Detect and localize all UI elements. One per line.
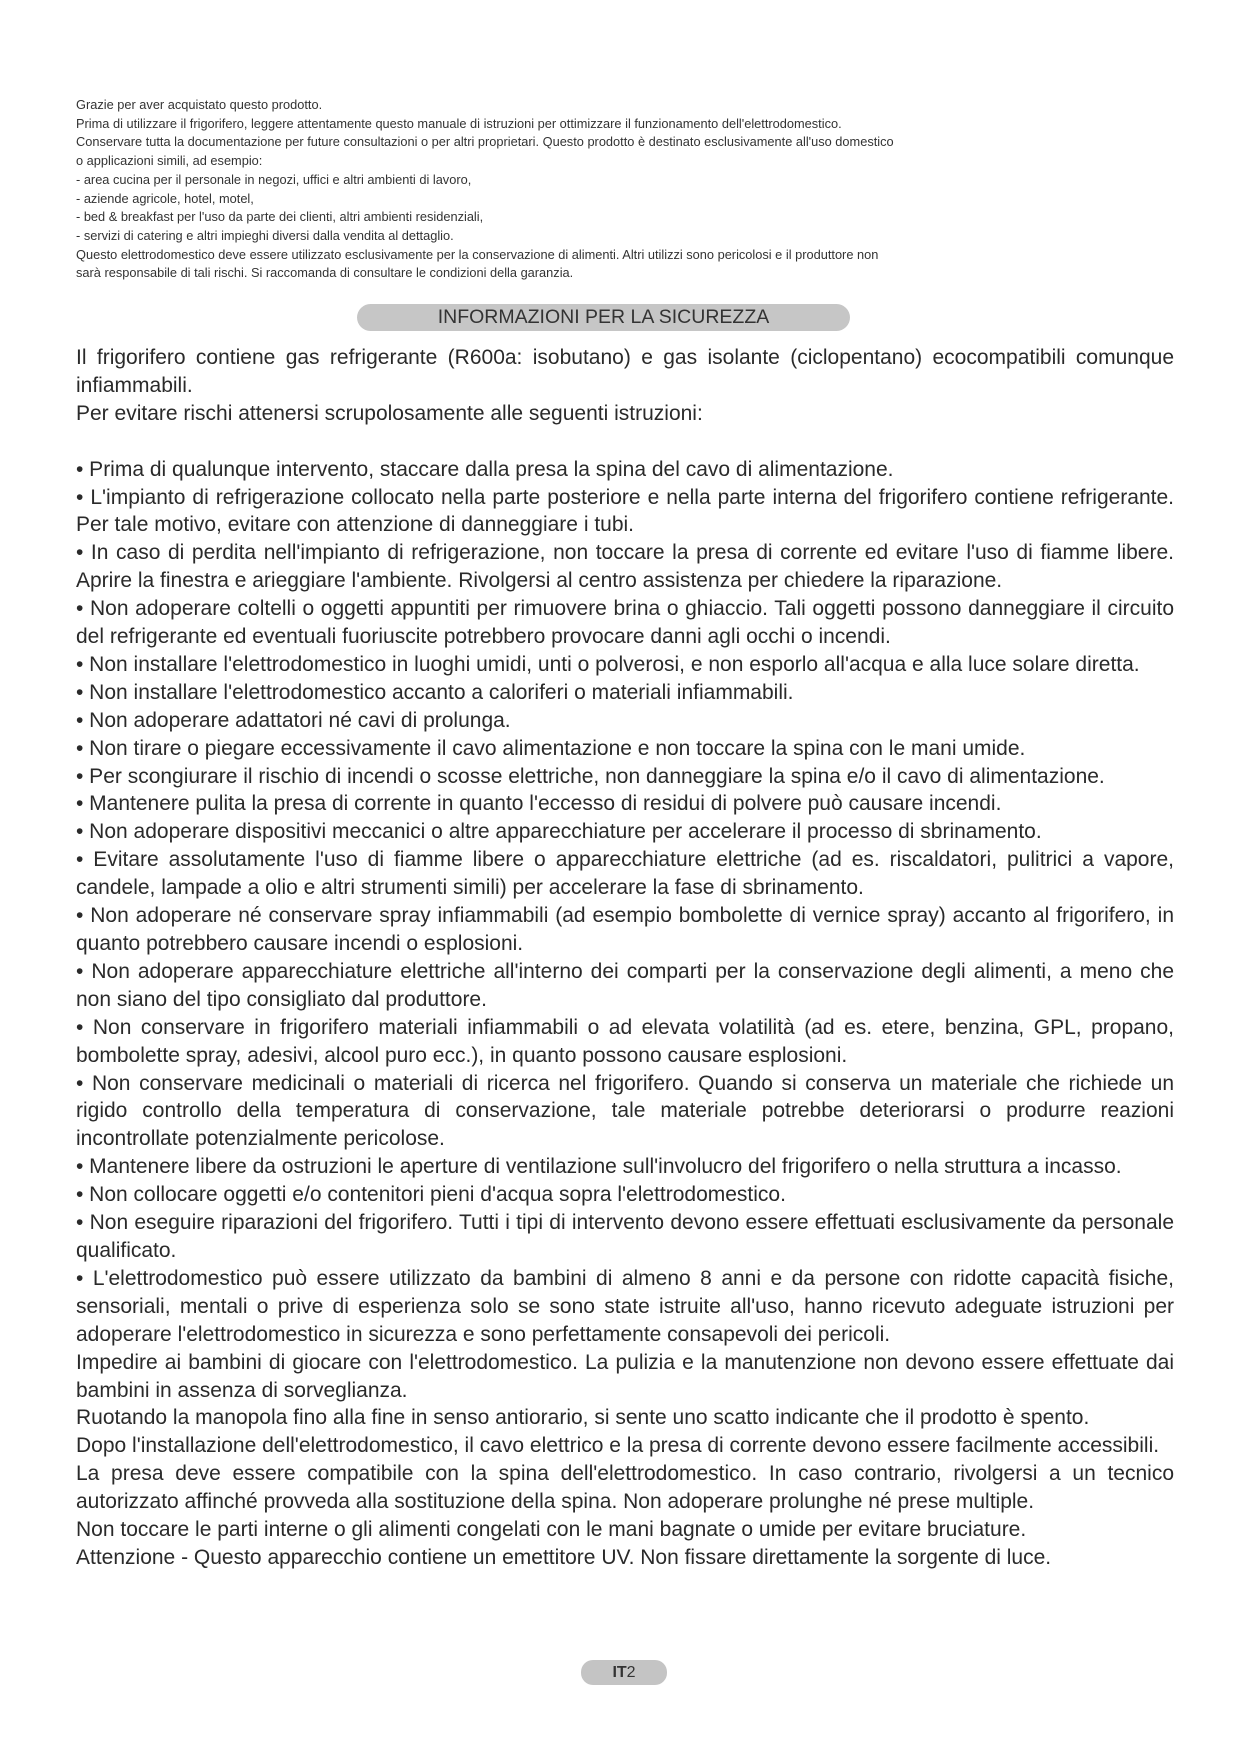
intro-text	[76, 96, 1166, 283]
intro-line: - servizi di catering e altri impieghi diversi dalla vendita al dettaglio.	[76, 227, 454, 243]
safety-item: • L'impianto di refrigerazione collocato nella parte posteriore e nella parte interna del frigorifero contiene refrigerante. Per tale motivo, evitare con attenzione di danneggiare i tubi.	[76, 485, 1174, 537]
safety-note: Attenzione - Questo apparecchio contiene un emettitore UV. Non fissare direttamente la sorgente di luce.	[76, 1545, 1052, 1569]
intro-line: Grazie per aver acquistato questo prodotto.	[76, 97, 323, 112]
safety-item: • Non collocare oggetti e/o contenitori pieni d'acqua sopra l'elettrodomestico.	[76, 1183, 786, 1207]
safety-item: • Per scongiurare il rischio di incendi o scosse elettriche, non danneggiare la spina e/o il cavo di alimentazione.	[76, 764, 1105, 788]
safety-intro: Il frigorifero contiene gas refrigerante (R600a: isobutano) e gas isolante (ciclopentano) ecocompatibili comunque infiammabili.	[76, 346, 1174, 397]
paragraph-gap	[76, 428, 1174, 456]
safety-instructions	[76, 344, 1174, 1572]
safety-item: • Mantenere libere da ostruzioni le aperture di ventilazione sull'involucro del frigorifero o nella struttura a incasso.	[76, 1155, 1122, 1179]
safety-item: • Non conservare medicinali o materiali di ricerca nel frigorifero. Quando si conserva un materiale che richiede un rigido controllo della temperatura di conservazione, tale materiale potrebbe deteriorarsi o produrre reazioni incontrollate potenzialmente pericolose.	[76, 1071, 1174, 1151]
safety-item: • Prima di qualunque intervento, staccare dalla presa la spina del cavo di alimentazione.	[76, 457, 894, 481]
safety-item: • Evitare assolutamente l'uso di fiamme libere o apparecchiature elettriche (ad es. riscaldatori, pulitrici a vapore, candele, lampade a olio e altri strumenti simili) per accelerare la fase di sbrinamento.	[76, 848, 1174, 900]
page-number	[581, 1660, 667, 1685]
safety-item: • L'elettrodomestico può essere utilizzato da bambini di almeno 8 anni e da persone con ridotte capacità fisiche, sensoriali, mentali o prive di esperienza solo se sono state istruite all'uso, hanno ricevuto adeguate istruzioni per adoperare l'elettrodomestico in sicurezza e sono perfettamente consapevoli dei pericoli.	[76, 1266, 1174, 1346]
intro-line: sarà responsabile di tali rischi. Si raccomanda di consultare le condizioni della garanzia.	[76, 265, 574, 281]
safety-item: • Non installare l'elettrodomestico in luoghi umidi, unti o polverosi, e non esporlo all'acqua e alla luce solare diretta.	[76, 652, 1140, 676]
safety-item: • In caso di perdita nell'impianto di refrigerazione, non toccare la presa di corrente ed evitare l'uso di fiamme libere. Aprire la finestra e arieggiare l'ambiente. Rivolgersi al centro assistenza per chiedere la riparazione.	[76, 541, 1174, 593]
safety-intro: Per evitare rischi attenersi scrupolosamente alle seguenti istruzioni:	[76, 401, 703, 425]
safety-item: • Mantenere pulita la presa di corrente in quanto l'eccesso di residui di polvere può causare incendi.	[76, 792, 1002, 816]
safety-item: • Non installare l'elettrodomestico accanto a caloriferi o materiali infiammabili.	[76, 680, 794, 704]
safety-item: • Non adoperare dispositivi meccanici o altre apparecchiature per accelerare il processo di sbrinamento.	[76, 820, 1042, 844]
intro-line: Conservare tutta la documentazione per future consultazioni o per altri proprietari. Questo prodotto è destinato esclusivamente all'uso domestico	[76, 134, 894, 150]
safety-note: Non toccare le parti interne o gli alimenti congelati con le mani bagnate o umide per evitare bruciature.	[76, 1518, 1027, 1542]
safety-item: • Non adoperare né conservare spray infiammabili (ad esempio bombolette di vernice spray) accanto al frigorifero, in quanto potrebbero causare incendi o esplosioni.	[76, 904, 1174, 956]
intro-line: - aziende agricole, hotel, motel,	[76, 190, 254, 206]
safety-note: Dopo l'installazione dell'elettrodomestico, il cavo elettrico e la presa di corrente devono essere facilmente accessibili.	[76, 1434, 1160, 1458]
safety-item: • Non tirare o piegare eccessivamente il cavo alimentazione e non toccare la spina con le mani umide.	[76, 736, 1026, 760]
intro-line: o applicazioni simili, ad esempio:	[76, 153, 263, 169]
intro-line: - bed & breakfast per l'uso da parte dei clienti, altri ambienti residenziali,	[76, 209, 484, 225]
intro-line: - area cucina per il personale in negozi, uffici e altri ambienti di lavoro,	[76, 171, 472, 187]
safety-item: • Non adoperare apparecchiature elettriche all'interno dei comparti per la conservazione degli alimenti, a meno che non siano del tipo consigliato dal produttore.	[76, 959, 1174, 1011]
intro-line: Questo elettrodomestico deve essere utilizzato esclusivamente per la conservazione di alimenti. Altri utilizzi sono pericolosi e il produttore non	[76, 246, 879, 262]
page-number-value: 2	[626, 1664, 636, 1681]
section-title: INFORMAZIONI PER LA SICUREZZA	[357, 304, 850, 331]
safety-note: Impedire ai bambini di giocare con l'elettrodomestico. La pulizia e la manutenzione non devono essere effettuate dai bambini in assenza di sorveglianza.	[76, 1350, 1174, 1402]
intro-line: Prima di utilizzare il frigorifero, leggere attentamente questo manuale di istruzioni per ottimizzare il funzionamento dell'elettrodomestico.	[76, 115, 842, 131]
safety-note: La presa deve essere compatibile con la spina dell'elettrodomestico. In caso contrario, rivolgersi a un tecnico autorizzato affinché provveda alla sostituzione della spina. Non adoperare prolunghe né prese multiple.	[76, 1462, 1174, 1514]
safety-item: • Non conservare in frigorifero materiali infiammabili o ad elevata volatilità (ad es. etere, benzina, GPL, propano, bombolette spray, adesivi, alcool puro ecc.), in quanto possono causare esplosioni.	[76, 1015, 1174, 1067]
safety-note: Ruotando la manopola fino alla fine in senso antiorario, si sente uno scatto indicante che il prodotto è spento.	[76, 1406, 1090, 1430]
safety-item: • Non eseguire riparazioni del frigorifero. Tutti i tipi di intervento devono essere effettuati esclusivamente da personale qualificato.	[76, 1211, 1174, 1262]
safety-item: • Non adoperare coltelli o oggetti appuntiti per rimuovere brina o ghiaccio. Tali oggetti possono danneggiare il circuito del refrigerante ed eventuali fuoriuscite potrebbero provocare danni agli occhi o incendi.	[76, 597, 1174, 649]
safety-item: • Non adoperare adattatori né cavi di prolunga.	[76, 708, 511, 732]
language-code: IT	[612, 1664, 627, 1681]
